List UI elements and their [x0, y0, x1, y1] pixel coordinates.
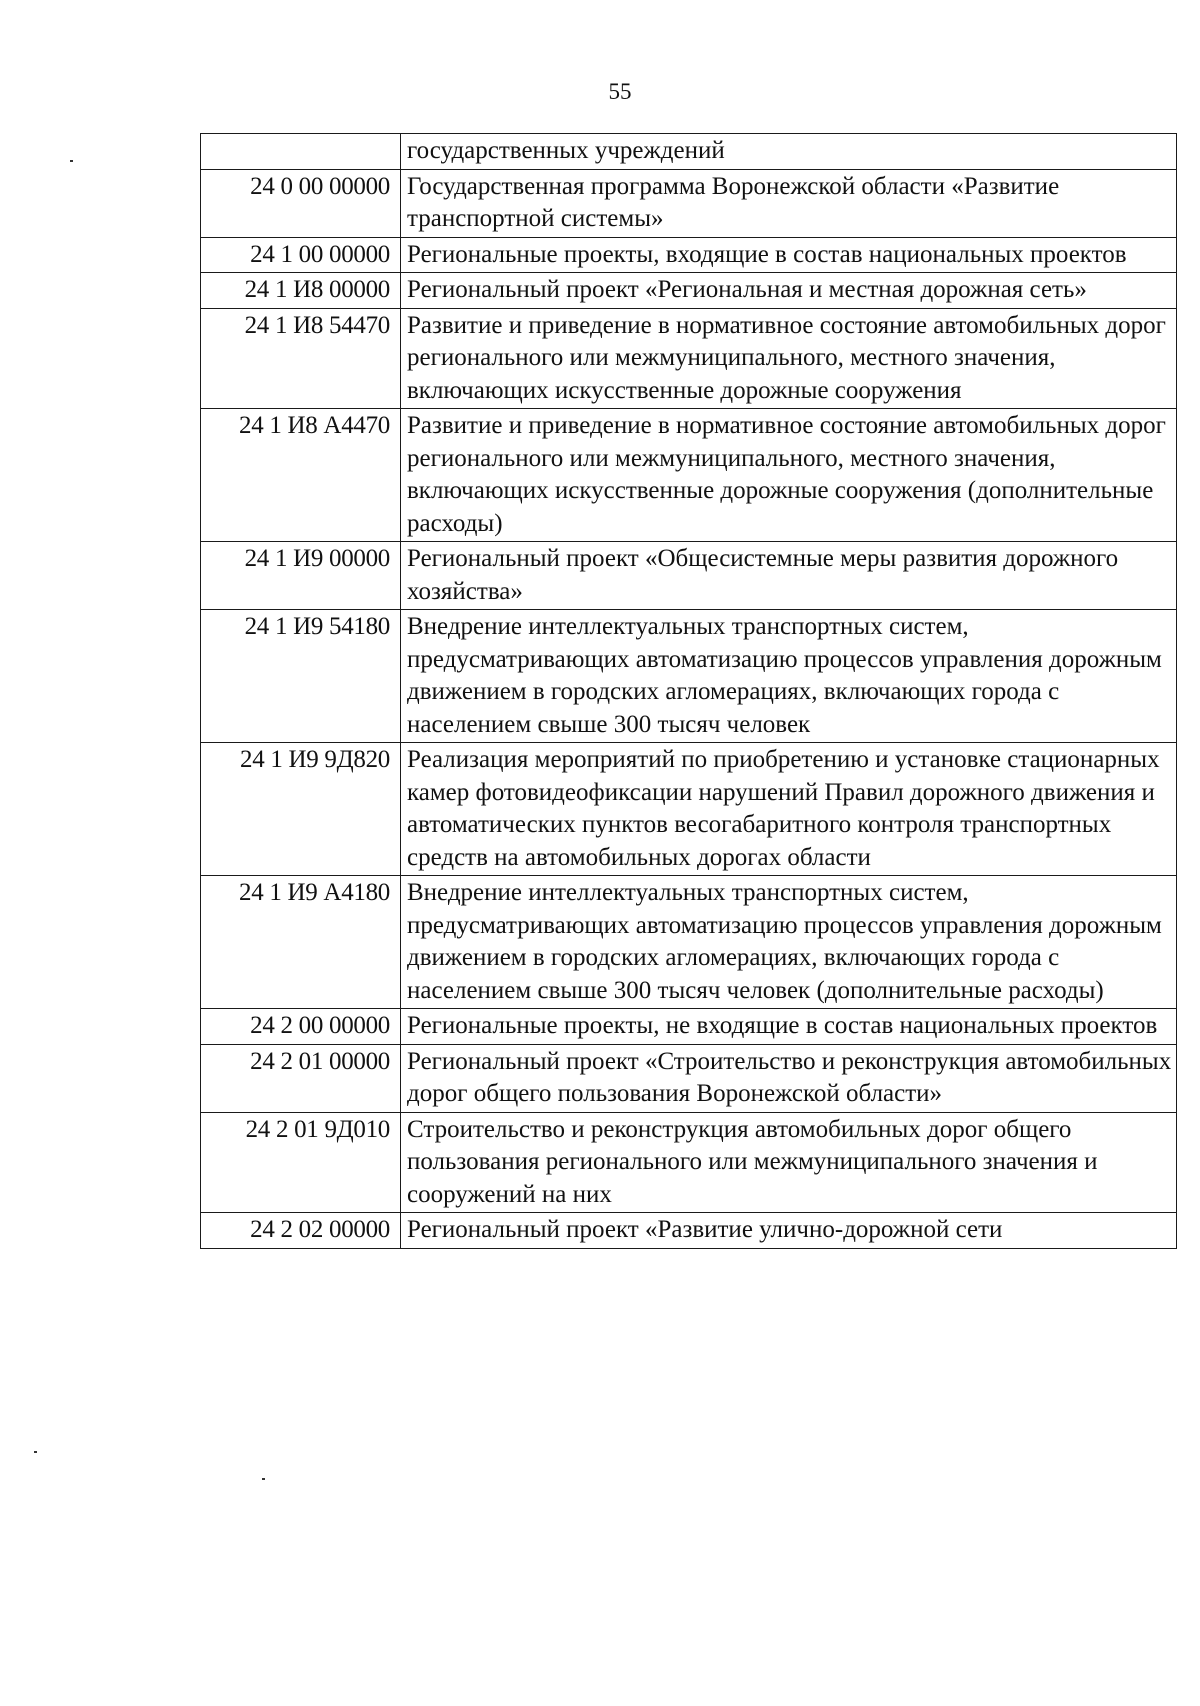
row-description: Развитие и приведение в нормативное состояние автомобильных дорог регионального или межмуниципального, местного значения, включающих искусственные дорожные сооружения: [401, 308, 1177, 409]
row-description: Развитие и приведение в нормативное состояние автомобильных дорог регионального или межмуниципального, местного значения, включающих искусственные дорожные сооружения (дополнительные расходы): [401, 409, 1177, 542]
row-code: 24 1 И8 А4470: [201, 409, 401, 542]
row-description: государственных учреждений: [401, 134, 1177, 170]
row-description: Внедрение интеллектуальных транспортных систем, предусматривающих автоматизацию процессов управления дорожным движением в городских агломерациях, включающих города с населением свыше 300 тысяч человек (дополнительные расходы): [401, 876, 1177, 1009]
row-description: Региональный проект «Строительство и реконструкция автомобильных дорог общего пользования Воронежской области»: [401, 1044, 1177, 1112]
row-code: 24 1 И9 00000: [201, 542, 401, 610]
row-description: Региональный проект «Развитие улично-дорожной сети: [401, 1213, 1177, 1249]
row-code: 24 1 И8 54470: [201, 308, 401, 409]
table-row: [201, 1112, 1177, 1213]
row-description: Реализация мероприятий по приобретению и установке стационарных камер фотовидеофиксации нарушений Правил дорожного движения и автоматических пунктов весогабаритного контроля транспортных средств на автомобильных дорогах области: [401, 743, 1177, 876]
table-row: [201, 1009, 1177, 1045]
scan-speck: [262, 1478, 265, 1480]
table-row: [201, 308, 1177, 409]
row-description: Государственная программа Воронежской области «Развитие транспортной системы»: [401, 169, 1177, 237]
scan-speck: [34, 1451, 37, 1453]
row-code: 24 2 01 00000: [201, 1044, 401, 1112]
row-code: 24 1 00 00000: [201, 237, 401, 273]
table-row: [201, 876, 1177, 1009]
scan-speck: [70, 160, 73, 162]
table-row: [201, 273, 1177, 309]
row-code: 24 2 02 00000: [201, 1213, 401, 1249]
table-row: [201, 409, 1177, 542]
row-code: 24 1 И9 А4180: [201, 876, 401, 1009]
budget-code-table: [200, 133, 1177, 1249]
table-row: [201, 542, 1177, 610]
row-description: Строительство и реконструкция автомобильных дорог общего пользования регионального или межмуниципального значения и сооружений на них: [401, 1112, 1177, 1213]
table-row: [201, 169, 1177, 237]
table-row: [201, 1213, 1177, 1249]
row-description: Внедрение интеллектуальных транспортных систем, предусматривающих автоматизацию процессов управления дорожным движением в городских агломерациях, включающих города с населением свыше 300 тысяч человек: [401, 610, 1177, 743]
page-number: 55: [608, 79, 632, 104]
row-code: 24 1 И9 54180: [201, 610, 401, 743]
table-row: [201, 1044, 1177, 1112]
row-code: 24 2 01 9Д010: [201, 1112, 401, 1213]
table-row: [201, 237, 1177, 273]
table-row: [201, 610, 1177, 743]
row-code: 24 0 00 00000: [201, 169, 401, 237]
row-code: 24 1 И8 00000: [201, 273, 401, 309]
table-row: [201, 743, 1177, 876]
row-description: Региональные проекты, входящие в состав национальных проектов: [401, 237, 1177, 273]
row-description: Региональные проекты, не входящие в состав национальных проектов: [401, 1009, 1177, 1045]
row-description: Региональный проект «Региональная и местная дорожная сеть»: [401, 273, 1177, 309]
row-description: Региональный проект «Общесистемные меры развития дорожного хозяйства»: [401, 542, 1177, 610]
row-code: [201, 134, 401, 170]
row-code: 24 2 00 00000: [201, 1009, 401, 1045]
table-row: [201, 134, 1177, 170]
row-code: 24 1 И9 9Д820: [201, 743, 401, 876]
